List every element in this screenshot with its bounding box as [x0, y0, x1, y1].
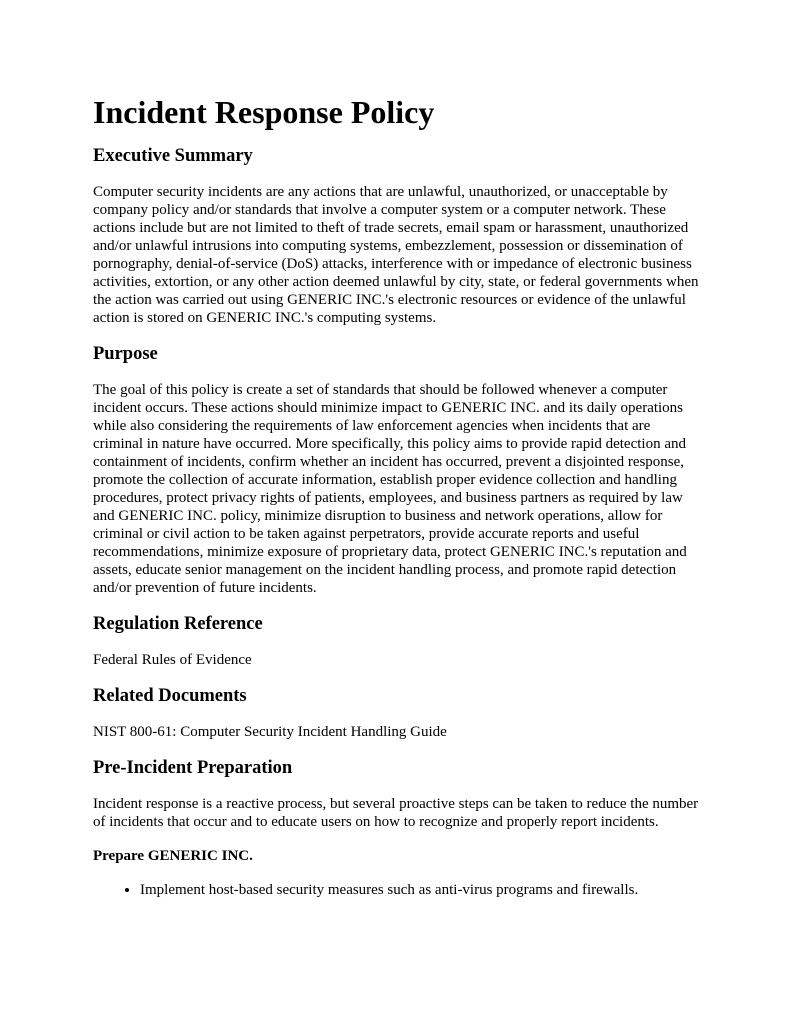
pre-incident-preparation-heading: Pre-Incident Preparation — [93, 758, 293, 778]
pre-incident-preparation-body: Incident response is a reactive process, but several proactive steps can be taken to reduce the number of incidents that occur and to educate users on how to recognize and properly report incidents. — [93, 796, 699, 830]
list-item: • Implement host-based security measures such as anti-virus programs and firewalls. — [140, 881, 703, 899]
prepare-generic-subheading: Prepare GENERIC INC. — [93, 848, 253, 864]
executive-summary-body: Computer security incidents are any actions that are unlawful, unauthorized, or unacceptable by company policy and/or standards that involve a computer system or a computer network. These actions include but are not limited to theft of trade secrets, email spam or harassment, unauthorized and/or unlawful intrusions into computing systems, embezzlement, possession or dissemination of pornography, denial-of-service (DoS) attacks, interference with or impedance of electronic business activities, extortion, or any other action deemed unlawful by city, state, or federal governments when the action was carried out using GENERIC INC.'s electronic resources or evidence of the unlawful action is stored on GENERIC INC.'s computing systems. — [93, 184, 699, 326]
prepare-generic-list — [93, 881, 703, 899]
purpose-body: The goal of this policy is create a set of standards that should be followed whenever a computer incident occurs. These actions should minimize impact to GENERIC INC. and its daily operations while also considering the requirements of law enforcement agencies when incidents that are criminal in nature have occurred. More specifically, this policy aims to provide rapid detection and containment of incidents, confirm whether an incident has occurred, prevent a disjointed response, promote the collection of accurate information, establish proper evidence collection and handling procedures, protect privacy rights of patients, employees, and business partners as required by law and GENERIC INC. policy, minimize disruption to business and network operations, allow for criminal or civil action to be taken against perpetrators, provide accurate reports and useful recommendations, minimize exposure of proprietary data, protect GENERIC INC.'s reputation and assets, educate senior management on the incident handling process, and promote rapid detection and/or prevention of future incidents. — [93, 382, 687, 596]
document-page — [93, 94, 703, 899]
related-documents-heading: Related Documents — [93, 686, 247, 706]
related-documents-body: NIST 800-61: Computer Security Incident Handling Guide — [93, 724, 447, 740]
document-title: Incident Response Policy — [93, 94, 435, 130]
regulation-reference-body: Federal Rules of Evidence — [93, 652, 252, 668]
executive-summary-heading: Executive Summary — [93, 146, 253, 166]
purpose-heading: Purpose — [93, 344, 158, 364]
regulation-reference-heading: Regulation Reference — [93, 614, 263, 634]
